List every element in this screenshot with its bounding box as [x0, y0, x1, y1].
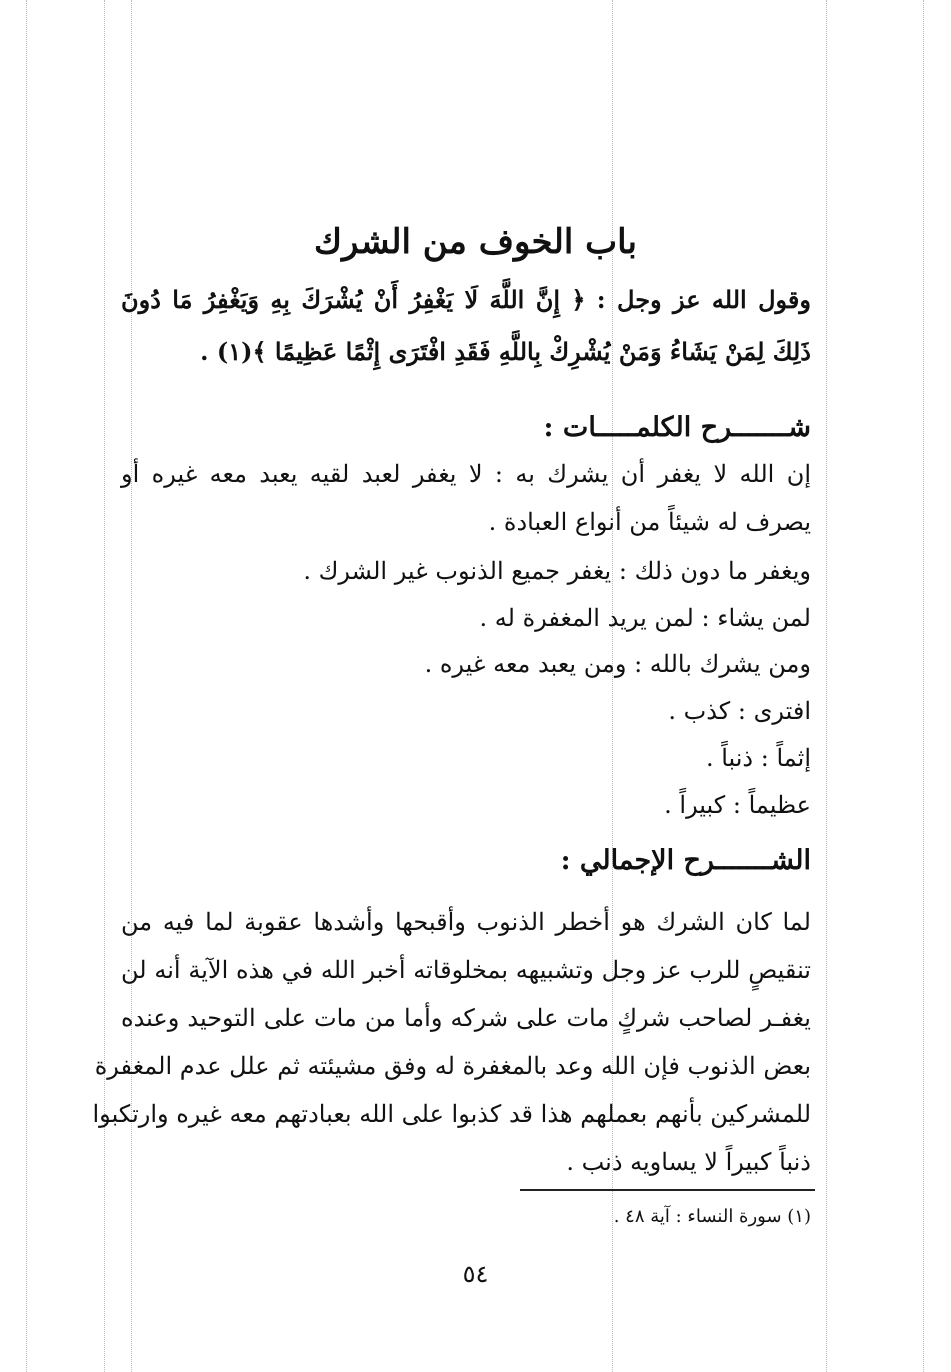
- guide-line: [826, 0, 827, 1372]
- intro-line: وقول الله عز وجل : ﴿ إِنَّ اللَّهَ لَا يَغْفِرُ أَنْ يُشْرَكَ بِهِ وَيَغْفِرُ مَا دُونَ: [121, 285, 811, 314]
- chapter-title: باب الخوف من الشرك: [314, 222, 637, 262]
- page-number: ٥٤: [462, 1260, 489, 1288]
- guide-line: [104, 0, 105, 1372]
- vocab-item: افترى : كذب .: [668, 697, 811, 725]
- vocab-item: ومن يشرك بالله : ومن يعبد معه غيره .: [424, 650, 811, 678]
- intro-line: ذَلِكَ لِمَنْ يَشَاءُ وَمَنْ يُشْرِكْ بِاللَّهِ فَقَدِ افْتَرَى إِثْمًا عَظِيمًا ﴾(١) .: [200, 337, 811, 366]
- summary-line: لما كان الشرك هو أخطر الذنوب وأقبحها وأشدها عقوبة لما فيه من: [121, 908, 811, 936]
- summary-line: يغفـر لصاحب شركٍ مات على شركه وأما من مات على التوحيد وعنده: [121, 1004, 811, 1032]
- summary-line: للمشركين بأنهم بعملهم هذا قد كذبوا على الله بعبادتهم معه غيره وارتكبوا: [92, 1100, 811, 1128]
- guide-line: [923, 0, 924, 1372]
- vocab-heading: شـــــــرح الكلمـــــات :: [543, 412, 811, 443]
- vocab-item: عظيماً : كبيراً .: [664, 791, 811, 819]
- vocab-line: إن الله لا يغفر أن يشرك به : لا يغفر لعبد لقيه يعبد معه غيره أو: [121, 460, 811, 488]
- summary-line: بعض الذنوب فإن الله وعد بالمغفرة له وفق مشيئته ثم علل عدم المغفرة: [94, 1052, 811, 1080]
- summary-line: تنقيصٍ للرب عز وجل وتشبيهه بمخلوقاته أخبر الله في هذه الآية أنه لن: [121, 956, 811, 984]
- summary-line: ذنباً كبيراً لا يساويه ذنب .: [566, 1148, 811, 1176]
- summary-heading: الشـــــــرح الإجمالي :: [560, 845, 811, 876]
- footnote-separator: [520, 1189, 815, 1191]
- vocab-item: ويغفر ما دون ذلك : يغفر جميع الذنوب غير الشرك .: [303, 557, 811, 585]
- footnote: (١) سورة النساء : آية ٤٨ .: [613, 1206, 811, 1227]
- guide-line: [26, 0, 27, 1372]
- vocab-item: لمن يشاء : لمن يريد المغفرة له .: [479, 604, 811, 632]
- vocab-item: إثماً : ذنباً .: [705, 744, 811, 772]
- vocab-line: يصرف له شيئاً من أنواع العبادة .: [488, 508, 811, 536]
